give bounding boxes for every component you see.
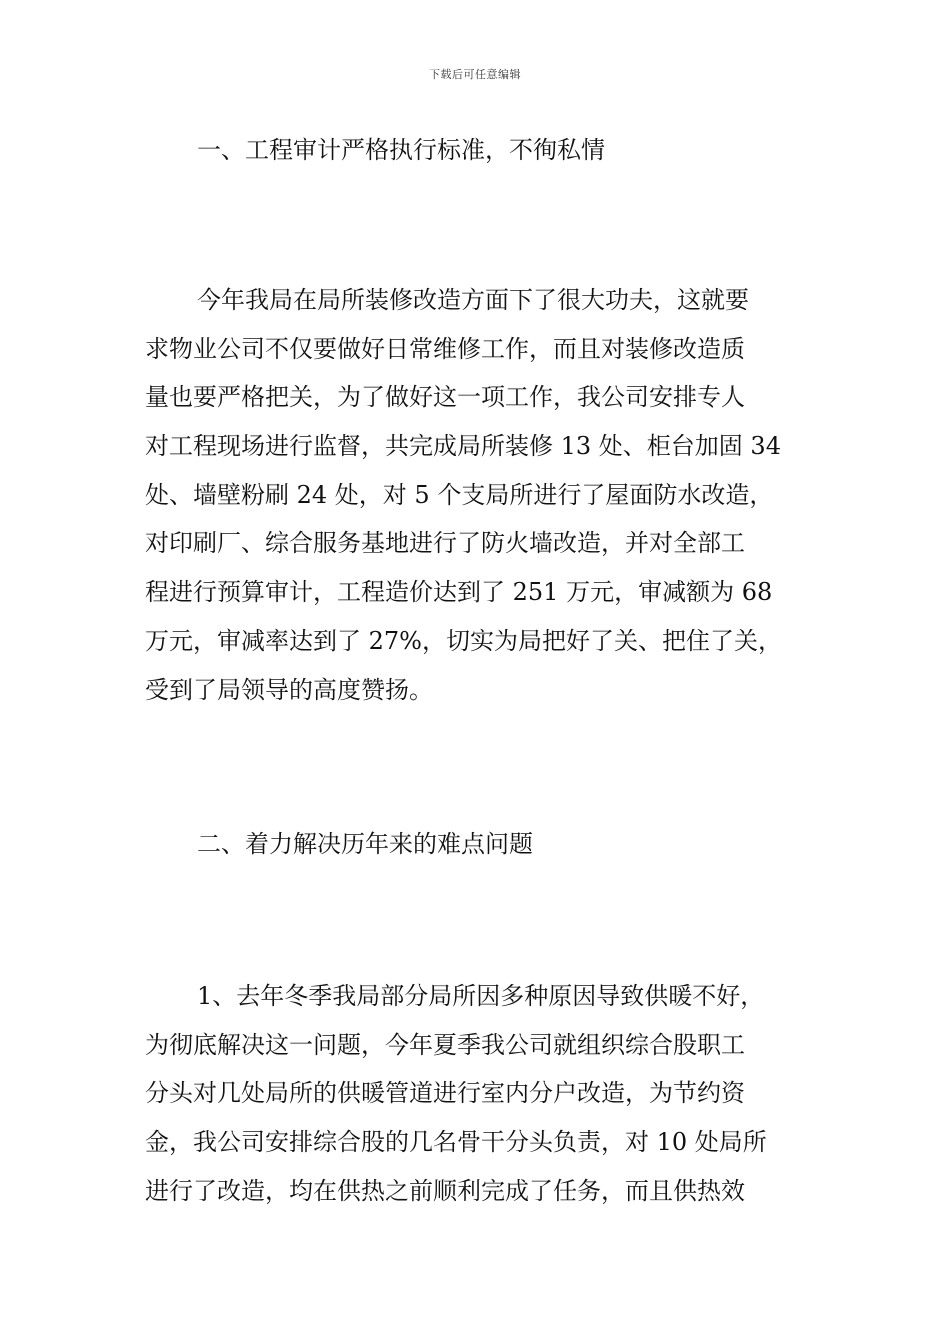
paragraph-line: 程进行预算审计，工程造价达到了 251 万元，审减额为 68	[145, 578, 773, 607]
paragraph-line: 对工程现场进行监督，共完成局所装修 13 处、柜台加固 34	[145, 432, 781, 461]
section-paragraph-1	[145, 284, 815, 722]
paragraph-line: 万元，审减率达到了 27%，切实为局把好了关、把住了关，	[145, 626, 782, 655]
paragraph-line: 受到了局领导的高度赞扬。	[145, 675, 433, 704]
header-note: 下载后可任意编辑	[429, 68, 521, 81]
paragraph-line: 今年我局在局所装修改造方面下了很大功夫，这就要	[197, 286, 749, 314]
section-heading-1: 一、工程审计严格执行标准，不徇私情	[197, 136, 605, 164]
paragraph-line: 量也要严格把关，为了做好这一项工作，我公司安排专人	[145, 383, 745, 412]
paragraph-line: 求物业公司不仅要做好日常维修工作，而且对装修改造质	[145, 334, 745, 363]
section-heading-2: 二、着力解决历年来的难点问题	[197, 830, 533, 858]
paragraph-line: 1、去年冬季我局部分局所因多种原因导致供暖不好，	[197, 982, 765, 1010]
section-paragraph-2	[145, 980, 815, 1223]
paragraph-line: 分头对几处局所的供暖管道进行室内分户改造，为节约资	[145, 1079, 745, 1108]
paragraph-line: 对印刷厂、综合服务基地进行了防火墙改造，并对全部工	[145, 529, 745, 558]
paragraph-line: 为彻底解决这一问题，今年夏季我公司就组织综合股职工	[145, 1030, 745, 1059]
paragraph-line: 进行了改造，均在供热之前顺利完成了任务，而且供热效	[145, 1176, 745, 1205]
paragraph-line: 金，我公司安排综合股的几名骨干分头负责，对 10 处局所	[145, 1128, 767, 1157]
paragraph-line: 处、墙壁粉刷 24 处，对 5 个支局所进行了屋面防水改造，	[145, 480, 774, 509]
